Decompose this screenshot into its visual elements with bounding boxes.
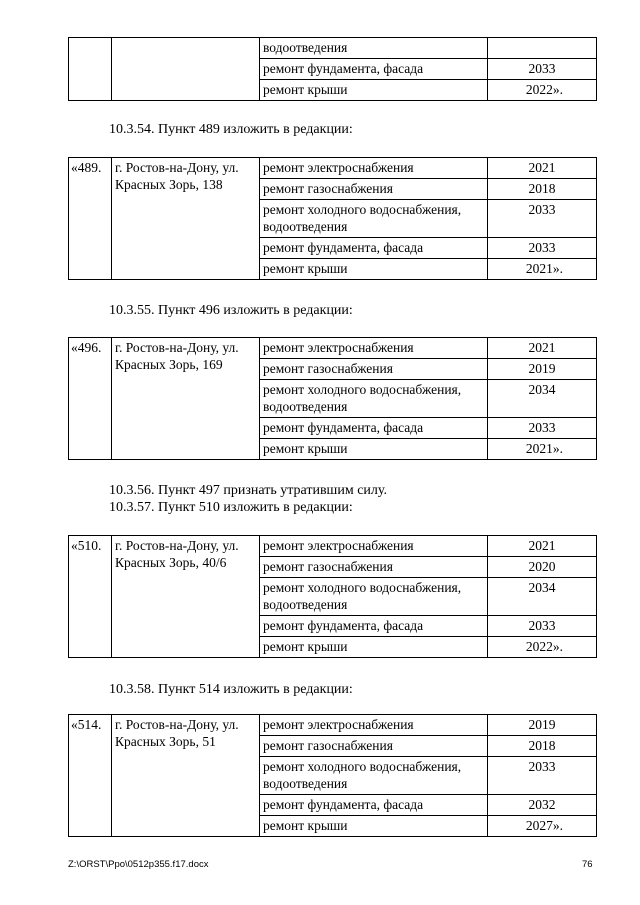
cell-year: 2018 [488, 736, 597, 757]
cell-year: 2034 [488, 578, 597, 616]
cell-year: 2033 [488, 59, 597, 80]
cell-number: «510. [69, 536, 112, 658]
cell-work: ремонт крыши [260, 816, 488, 837]
cell-work: водоотведения [260, 38, 488, 59]
table-510 [68, 535, 597, 658]
table-514 [68, 714, 597, 837]
table-row [69, 38, 597, 59]
cell-year: 2022». [488, 80, 597, 101]
cell-work: ремонт газоснабжения [260, 557, 488, 578]
cell-work: ремонт электроснабжения [260, 536, 488, 557]
cell-year [488, 38, 597, 59]
footer-file-path: Z:\ORST\Ppo\0512p355.f17.docx [68, 859, 209, 870]
paragraph-10-3-56: 10.3.56. Пункт 497 признать утратившим силу. [109, 483, 387, 498]
cell-work: ремонт холодного водоснабжения, водоотведения [260, 200, 488, 238]
cell-work: ремонт газоснабжения [260, 179, 488, 200]
cell-address [112, 38, 260, 101]
cell-year: 2027». [488, 816, 597, 837]
cell-work: ремонт холодного водоснабжения, водоотведения [260, 757, 488, 795]
cell-address: г. Ростов-на-Дону, ул. Красных Зорь, 138 [112, 158, 260, 280]
cell-address: г. Ростов-на-Дону, ул. Красных Зорь, 169 [112, 338, 260, 460]
cell-work: ремонт крыши [260, 259, 488, 280]
cell-year: 2019 [488, 715, 597, 736]
cell-work: ремонт электроснабжения [260, 715, 488, 736]
paragraph-10-3-55: 10.3.55. Пункт 496 изложить в редакции: [109, 303, 353, 318]
cell-work: ремонт фундамента, фасада [260, 238, 488, 259]
cell-work: ремонт фундамента, фасада [260, 795, 488, 816]
table-row [69, 338, 597, 359]
cell-number: «489. [69, 158, 112, 280]
cell-work: ремонт крыши [260, 80, 488, 101]
cell-year: 2021 [488, 536, 597, 557]
cell-work: ремонт газоснабжения [260, 736, 488, 757]
table-continuation [68, 37, 597, 101]
cell-work: ремонт электроснабжения [260, 158, 488, 179]
cell-year: 2021». [488, 439, 597, 460]
cell-work: ремонт крыши [260, 439, 488, 460]
cell-work: ремонт фундамента, фасада [260, 59, 488, 80]
cell-work: ремонт холодного водоснабжения, водоотведения [260, 578, 488, 616]
cell-year: 2033 [488, 200, 597, 238]
cell-work: ремонт фундамента, фасада [260, 616, 488, 637]
cell-work: ремонт электроснабжения [260, 338, 488, 359]
paragraph-10-3-57: 10.3.57. Пункт 510 изложить в редакции: [109, 500, 353, 515]
cell-year: 2021». [488, 259, 597, 280]
cell-year: 2033 [488, 616, 597, 637]
cell-address: г. Ростов-на-Дону, ул. Красных Зорь, 51 [112, 715, 260, 837]
cell-year: 2033 [488, 418, 597, 439]
table-row [69, 536, 597, 557]
cell-year: 2033 [488, 757, 597, 795]
table-496 [68, 337, 597, 460]
cell-work: ремонт крыши [260, 637, 488, 658]
cell-address: г. Ростов-на-Дону, ул. Красных Зорь, 40/6 [112, 536, 260, 658]
cell-year: 2021 [488, 338, 597, 359]
cell-work: ремонт газоснабжения [260, 359, 488, 380]
cell-number: «514. [69, 715, 112, 837]
table-489 [68, 157, 597, 280]
cell-year: 2022». [488, 637, 597, 658]
table-row [69, 715, 597, 736]
table-row [69, 158, 597, 179]
cell-work: ремонт фундамента, фасада [260, 418, 488, 439]
cell-year: 2021 [488, 158, 597, 179]
cell-number [69, 38, 112, 101]
paragraph-10-3-54: 10.3.54. Пункт 489 изложить в редакции: [109, 122, 353, 137]
cell-year: 2032 [488, 795, 597, 816]
cell-year: 2019 [488, 359, 597, 380]
footer-page-number: 76 [582, 859, 593, 870]
cell-year: 2034 [488, 380, 597, 418]
paragraph-10-3-58: 10.3.58. Пункт 514 изложить в редакции: [109, 682, 353, 697]
cell-year: 2018 [488, 179, 597, 200]
cell-year: 2033 [488, 238, 597, 259]
cell-number: «496. [69, 338, 112, 460]
cell-work: ремонт холодного водоснабжения, водоотведения [260, 380, 488, 418]
cell-year: 2020 [488, 557, 597, 578]
